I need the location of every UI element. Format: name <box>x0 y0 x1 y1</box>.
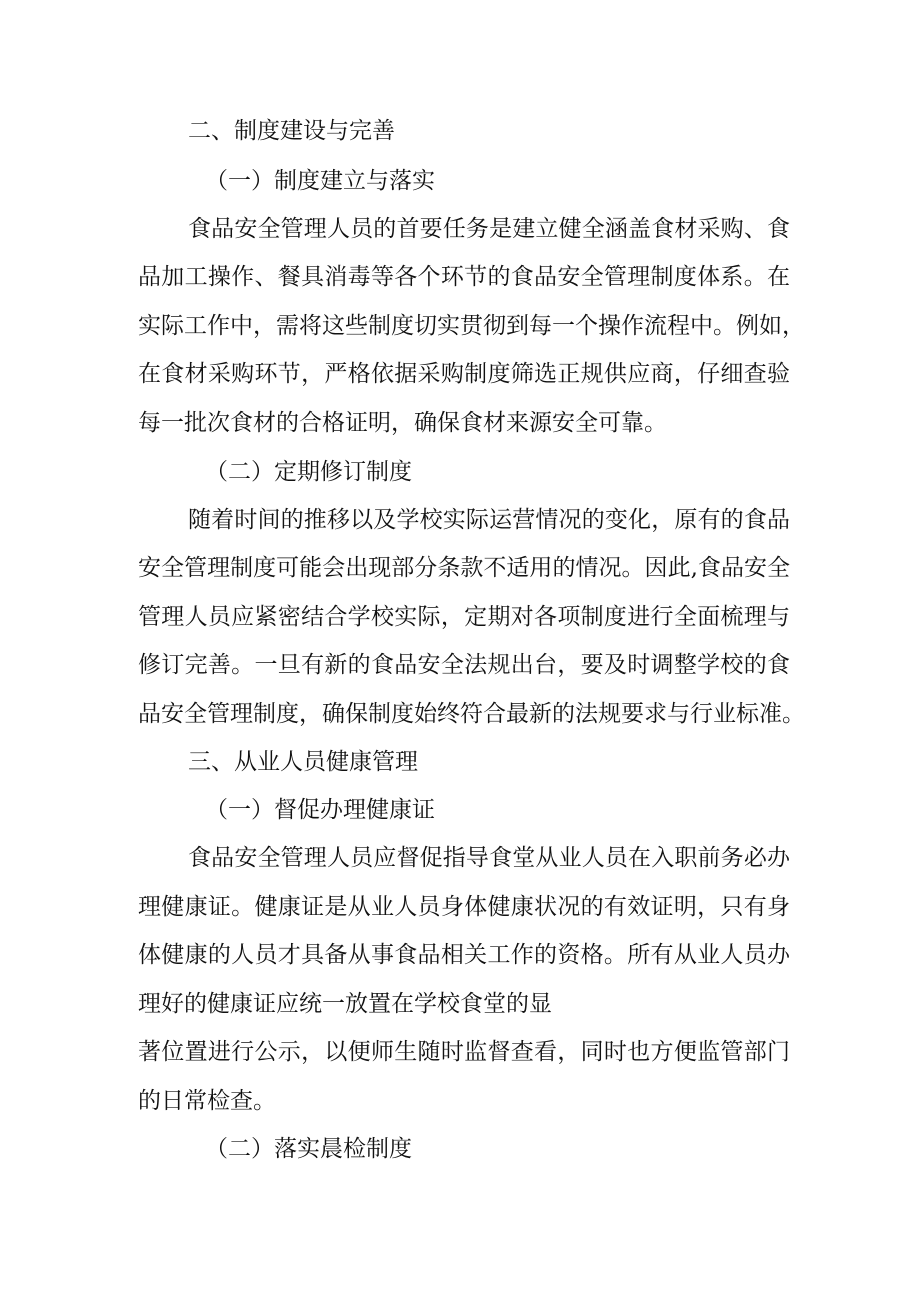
subsection-heading-3-2: （二）落实晨检制度 <box>205 1136 412 1162</box>
paragraph-line: 理健康证。健康证是从业人员身体健康状况的有效证明，只有身 <box>138 894 790 920</box>
paragraph-line: 著位置进行公示，以便师生随时监督查看，同时也方便监管部门 <box>138 1039 790 1065</box>
paragraph-line: 品加工操作、餐具消毒等各个环节的食品安全管理制度体系。在 <box>138 264 790 290</box>
subsection-heading-2-2: （二）定期修订制度 <box>205 459 412 485</box>
subsection-heading-2-1: （一）制度建立与落实 <box>205 168 435 194</box>
subsection-heading-3-1: （一）督促办理健康证 <box>205 797 435 823</box>
paragraph-line: 体健康的人员才具备从事食品相关工作的资格。所有从业人员办 <box>138 942 790 968</box>
paragraph-line: 品安全管理制度，确保制度始终符合最新的法规要求与行业标准。 <box>138 701 805 727</box>
section-heading-3: 三、从业人员健康管理 <box>188 749 418 775</box>
paragraph-line: 每一批次食材的合格证明，确保食材来源安全可靠。 <box>138 410 667 436</box>
paragraph-line: 的日常检查。 <box>138 1088 276 1114</box>
paragraph-line: 修订完善。一旦有新的食品安全法规出台，要及时调整学校的食 <box>138 652 790 678</box>
paragraph-line: 管理人员应紧密结合学校实际，定期对各项制度进行全面梳理与 <box>138 604 790 630</box>
paragraph-line: 在食材采购环节，严格依据采购制度筛选正规供应商，仔细查验 <box>138 361 790 387</box>
paragraph-line: 理好的健康证应统一放置在学校食堂的显 <box>138 991 552 1017</box>
paragraph-line: 食品安全管理人员的首要任务是建立健全涵盖食材采购、食 <box>188 216 790 242</box>
paragraph-line: 食品安全管理人员应督促指导食堂从业人员在入职前务必办 <box>188 845 790 871</box>
paragraph-line: 随着时间的推移以及学校实际运营情况的变化，原有的食品 <box>188 507 790 533</box>
section-heading-2: 二、制度建设与完善 <box>188 118 395 144</box>
paragraph-line: 安全管理制度可能会出现部分条款不适用的情况。因此,食品安全 <box>138 555 790 581</box>
paragraph-line: 实际工作中，需将这些制度切实贯彻到每一个操作流程中。例如， <box>138 313 805 339</box>
